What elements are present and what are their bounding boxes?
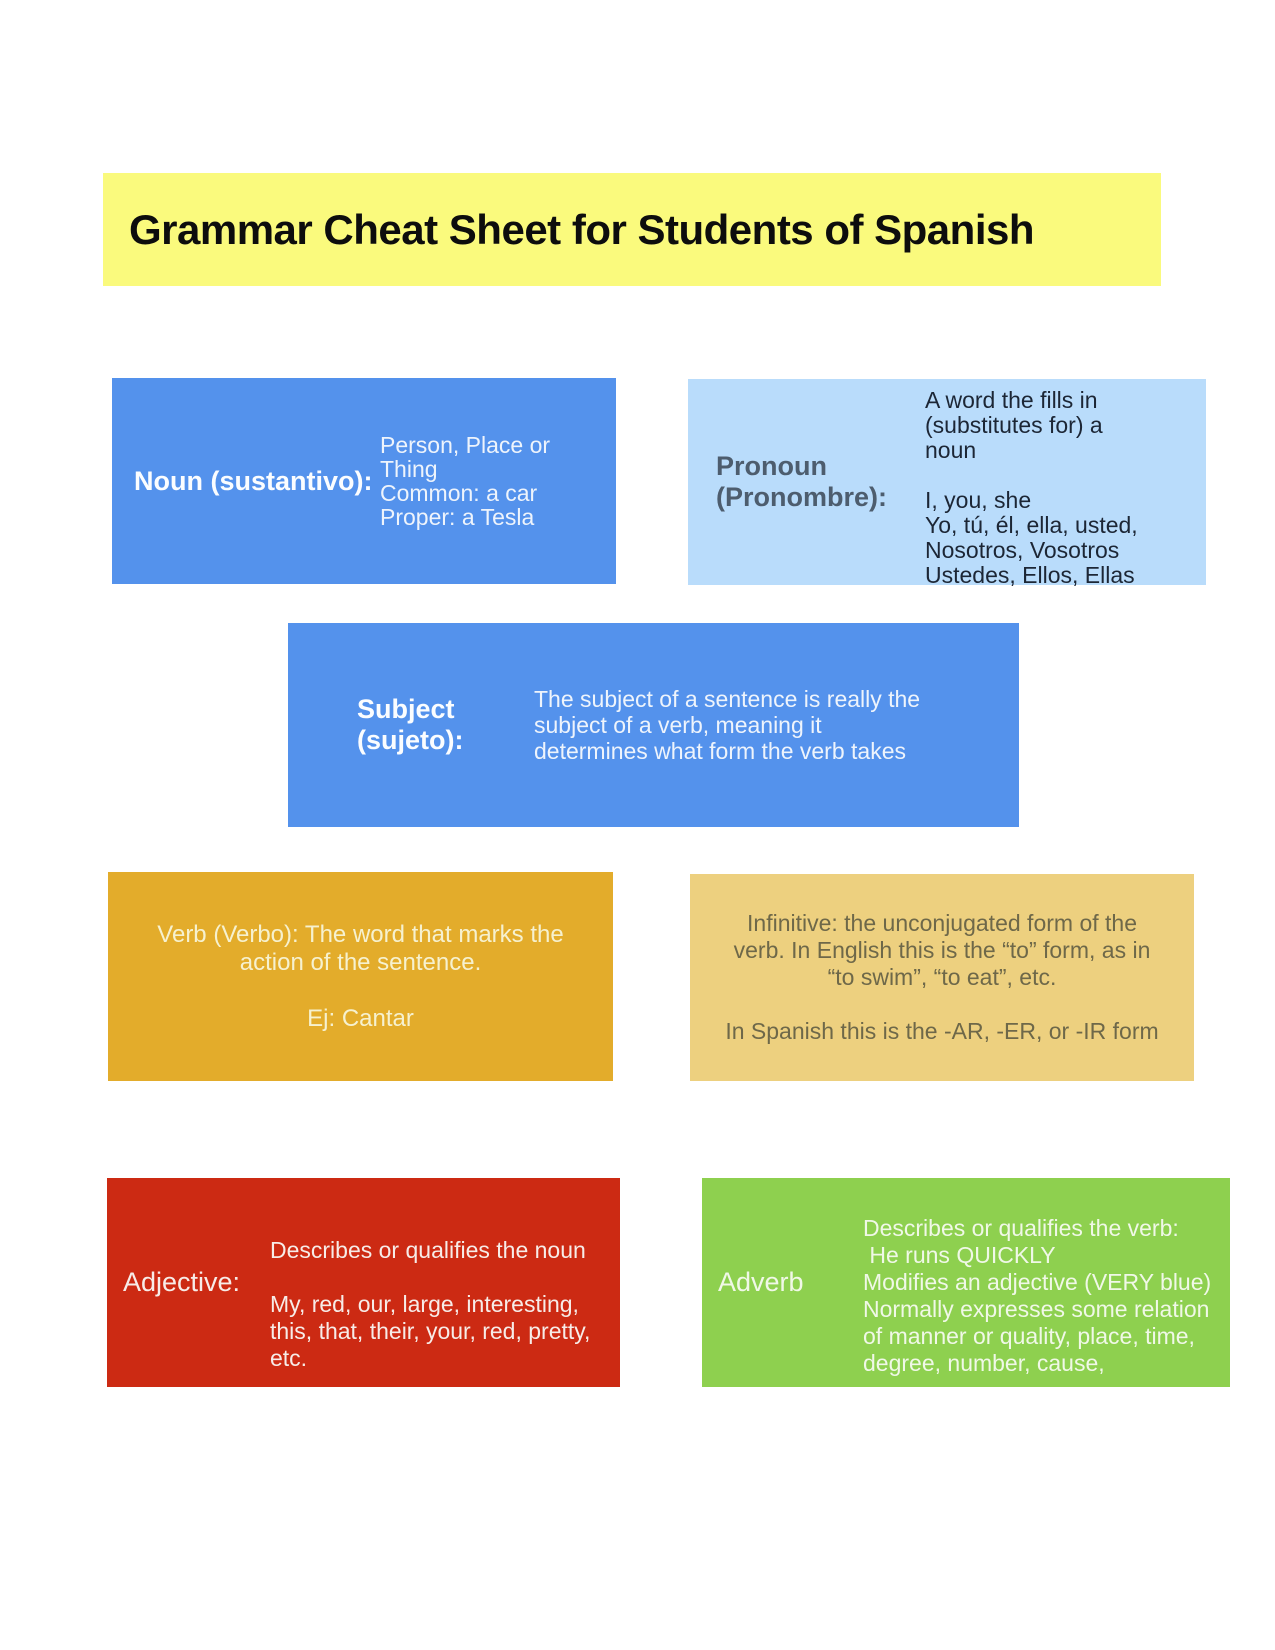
text-line: noun (925, 437, 977, 463)
text-line: (substitutes for) a (925, 412, 1103, 438)
card-adjective (107, 1178, 620, 1387)
card-adjective-label: Adjective: (123, 1267, 241, 1297)
card-noun-label: Noun (sustantivo): (134, 465, 373, 496)
text-line: Normally expresses some relation (863, 1296, 1210, 1322)
card-infinitive-description (690, 874, 1194, 1081)
text-line (925, 463, 1138, 488)
text-line: Nosotros, Vosotros (925, 537, 1120, 563)
text-line (696, 991, 1188, 1018)
text-line: Proper: a Tesla (380, 504, 535, 530)
card-adverb-label: Adverb (718, 1267, 804, 1297)
text-line: Yo, tú, él, ella, usted, (925, 512, 1138, 538)
text-line: Thing (380, 456, 438, 482)
text-line: subject of a verb, meaning it (534, 712, 822, 738)
card-noun (112, 378, 616, 584)
card-adverb-description (863, 1215, 1211, 1377)
text-line: Modifies an adjective (VERY blue) (863, 1269, 1212, 1295)
card-verb-description (108, 872, 613, 1081)
card-subject-label: Subject (sujeto): (357, 694, 464, 755)
card-pronoun-label: Pronoun (Pronombre): (716, 451, 887, 512)
card-noun-description (380, 433, 550, 529)
card-pronoun (688, 379, 1206, 588)
text-line: The subject of a sentence is really the (534, 686, 921, 712)
card-adverb (702, 1178, 1230, 1387)
text-line: My, red, our, large, interesting, (270, 1291, 579, 1317)
text-line: Common: a car (380, 480, 538, 506)
text-line: degree, number, cause, (863, 1350, 1105, 1376)
card-subject-description (534, 686, 920, 764)
card-pronoun-description (925, 388, 1138, 588)
card-adjective-description (270, 1237, 590, 1372)
text-line: Describes or qualifies the verb: (863, 1215, 1179, 1241)
text-line: I, you, she (925, 487, 1032, 513)
title-banner (103, 173, 1161, 286)
text-line: verb. In English this is the “to” form, as in (733, 937, 1151, 963)
text-line: of manner or quality, place, time, (863, 1323, 1195, 1349)
text-line (270, 1264, 590, 1291)
text-line: Ej: Cantar (307, 1004, 414, 1032)
text-line: etc. (270, 1345, 308, 1371)
text-line: Infinitive: the unconjugated form of the (747, 910, 1137, 936)
text-line: action of the sentence. (239, 948, 482, 976)
text-line: In Spanish this is the -AR, -ER, or -IR form (725, 1018, 1159, 1044)
page-title: Grammar Cheat Sheet for Students of Spanish (129, 205, 1035, 253)
text-line: A word the fills in (925, 387, 1098, 413)
text-line: this, that, their, your, red, pretty, (270, 1318, 591, 1344)
text-line (108, 977, 613, 1005)
text-line: He runs QUICKLY (863, 1242, 1056, 1268)
text-line: “to swim”, “to eat”, etc. (827, 964, 1057, 990)
card-verb (108, 872, 613, 1081)
text-line: Person, Place or (380, 432, 551, 458)
text-line: Describes or qualifies the noun (270, 1237, 586, 1263)
card-infinitive (690, 874, 1194, 1081)
text-line: determines what form the verb takes (534, 738, 906, 764)
text-line: Ustedes, Ellos, Ellas (925, 562, 1135, 588)
text-line: Verb (Verbo): The word that marks the (157, 920, 564, 948)
card-subject (288, 623, 1019, 827)
